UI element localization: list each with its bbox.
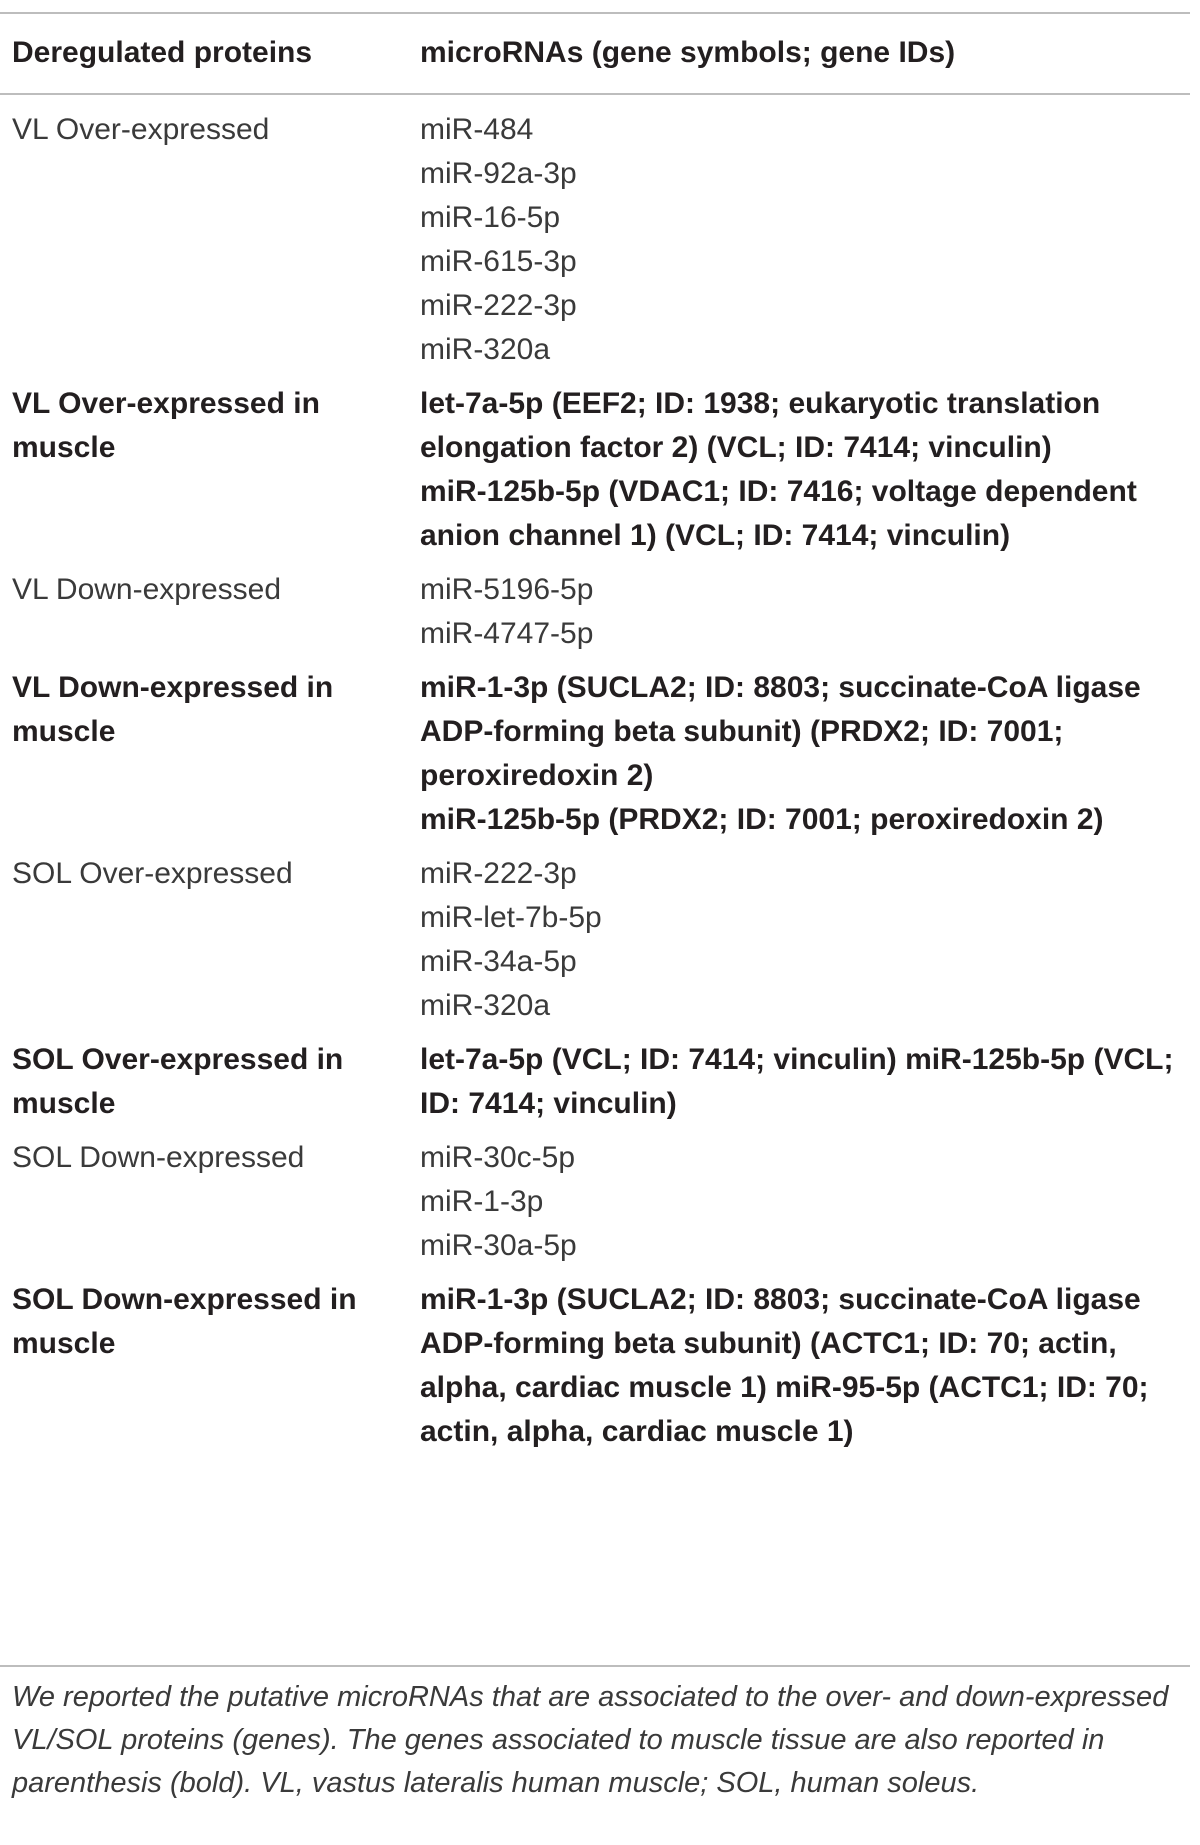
mirna-entry: miR-125b-5p (PRDX2; ID: 7001; peroxiredoxin 2) bbox=[420, 803, 1104, 836]
row-mirna-list bbox=[420, 382, 1190, 558]
mirna-entry: miR-1-3p (SUCLA2; ID: 8803; succinate-CoA ligase ADP-forming beta subunit) (PRDX2; ID: 7001; peroxiredoxin 2) bbox=[420, 671, 1141, 792]
table-row bbox=[0, 568, 1190, 656]
row-group-label: VL Down-expressed bbox=[12, 573, 282, 606]
table-footnote: We reported the putative microRNAs that are associated to the over- and down-expressed VL/SOL proteins (genes). The genes associated to muscle tissue are also reported in parenthesis (bold). VL, vastus lateralis human muscle; SOL, human soleus. bbox=[12, 1681, 1169, 1799]
mirna-entry: miR-125b-5p (VDAC1; ID: 7416; voltage dependent anion channel 1) (VCL; ID: 7414; vinculin) bbox=[420, 475, 1137, 552]
table-row bbox=[0, 852, 1190, 1028]
mirna-entry: miR-484 bbox=[420, 113, 534, 146]
mirna-entry: miR-30c-5p bbox=[420, 1141, 576, 1174]
row-mirna-list bbox=[420, 852, 1190, 1028]
mirna-entry: miR-30a-5p bbox=[420, 1229, 577, 1262]
mirna-entry: miR-1-3p bbox=[420, 1185, 544, 1218]
row-group-label: VL Over-expressed bbox=[12, 113, 270, 146]
row-group-label: SOL Over-expressed bbox=[12, 857, 293, 890]
row-mirna-list bbox=[420, 1278, 1190, 1454]
table-body bbox=[0, 108, 1190, 1464]
row-mirna-list bbox=[420, 666, 1190, 842]
mirna-entry: miR-320a bbox=[420, 989, 551, 1022]
table-top-rule bbox=[0, 12, 1190, 14]
header-rule bbox=[0, 93, 1190, 95]
mirna-entry: miR-222-3p bbox=[420, 857, 577, 890]
mirna-entry: miR-5196-5p bbox=[420, 573, 594, 606]
mirna-entry: let-7a-5p (VCL; ID: 7414; vinculin) miR-125b-5p (VCL; ID: 7414; vinculin) bbox=[420, 1043, 1174, 1120]
mirna-entry: miR-615-3p bbox=[420, 245, 577, 278]
row-group-label: VL Down-expressed in muscle bbox=[12, 671, 334, 748]
table-row bbox=[0, 382, 1190, 558]
mirna-entry: let-7a-5p (EEF2; ID: 1938; eukaryotic translation elongation factor 2) (VCL; ID: 7414; vinculin) bbox=[420, 387, 1101, 464]
row-mirna-list bbox=[420, 1038, 1190, 1126]
row-mirna-list bbox=[420, 108, 1190, 372]
row-group-label: SOL Down-expressed bbox=[12, 1141, 305, 1174]
table-bottom-rule bbox=[0, 1665, 1190, 1667]
table-row bbox=[0, 1038, 1190, 1126]
mirna-entry: miR-222-3p bbox=[420, 289, 577, 322]
row-group-label: SOL Over-expressed in muscle bbox=[12, 1043, 344, 1120]
row-group-label: VL Over-expressed in muscle bbox=[12, 387, 320, 464]
table-row bbox=[0, 1278, 1190, 1454]
table-row bbox=[0, 108, 1190, 372]
row-group-label: SOL Down-expressed in muscle bbox=[12, 1283, 357, 1360]
mirna-entry: miR-let-7b-5p bbox=[420, 901, 602, 934]
table-row bbox=[0, 1136, 1190, 1268]
mirna-entry: miR-34a-5p bbox=[420, 945, 577, 978]
header-deregulated-proteins: Deregulated proteins bbox=[12, 36, 313, 69]
mirna-entry: miR-320a bbox=[420, 333, 551, 366]
mirna-entry: miR-1-3p (SUCLA2; ID: 8803; succinate-CoA ligase ADP-forming beta subunit) (ACTC1; ID: 70; actin, alpha, cardiac muscle 1) miR-95-5p (ACTC1; ID: 70; actin, alpha, cardiac muscle 1) bbox=[420, 1283, 1149, 1448]
mirna-entry: miR-4747-5p bbox=[420, 617, 594, 650]
mirna-entry: miR-16-5p bbox=[420, 201, 561, 234]
row-mirna-list bbox=[420, 1136, 1190, 1268]
table-header bbox=[0, 28, 1190, 82]
row-mirna-list bbox=[420, 568, 1190, 656]
table-row bbox=[0, 666, 1190, 842]
header-micrornas: microRNAs (gene symbols; gene IDs) bbox=[420, 36, 956, 69]
mirna-entry: miR-92a-3p bbox=[420, 157, 577, 190]
